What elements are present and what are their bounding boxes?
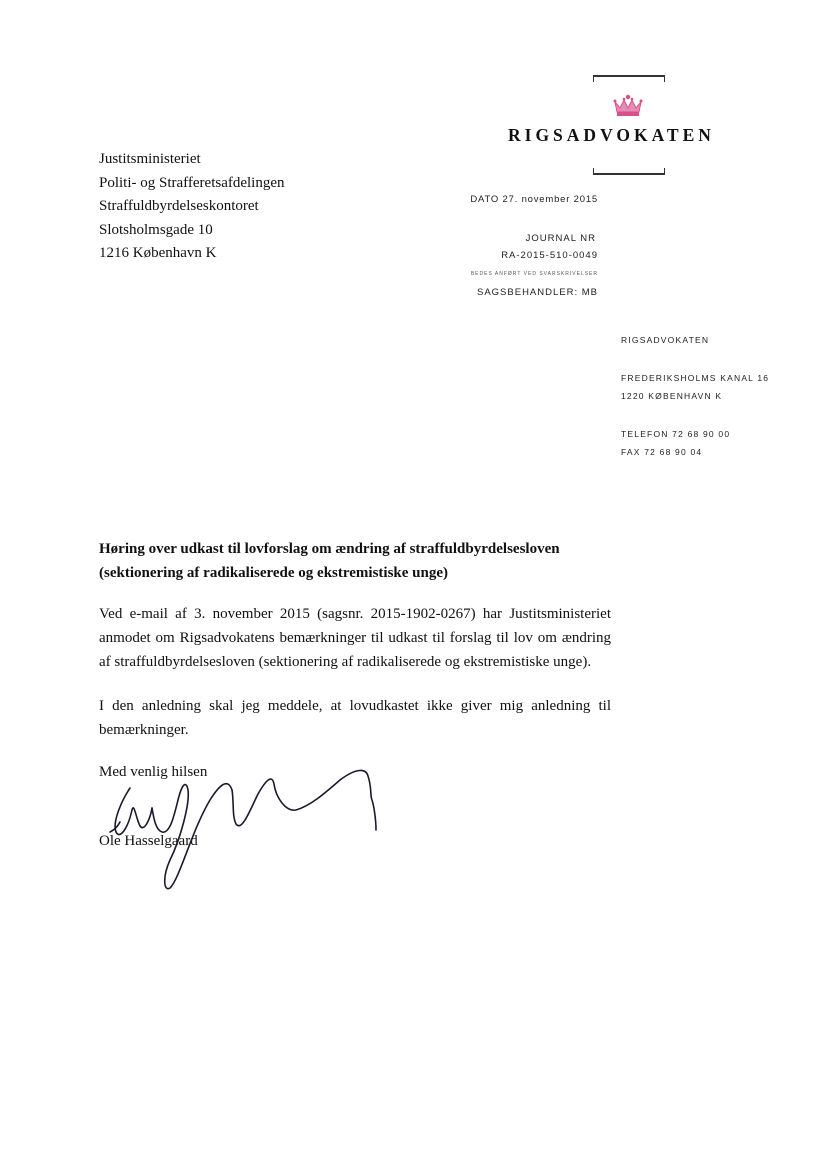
handwritten-signature xyxy=(100,760,410,900)
journal-number: RA-2015-510-0049 xyxy=(501,250,598,261)
brand-name: RIGSADVOKATEN xyxy=(508,125,715,145)
recipient-line: Slotsholmsgade 10 xyxy=(99,221,213,238)
letter-date: DATO 27. november 2015 xyxy=(470,194,598,205)
letter-subject: Høring over udkast til lovforslag om ændring af straffuldbyrdelsesloven (sektionering af radikaliserede og ekstremistiske unge) xyxy=(99,541,560,581)
closing-greeting: Med venlig hilsen xyxy=(99,764,208,780)
signer-name: Ole Hasselgaard xyxy=(99,833,198,849)
recipient-line: Justitsministeriet xyxy=(99,151,201,167)
sender-phone: TELEFON 72 68 90 00 xyxy=(621,429,731,439)
body-paragraph: I den anledning skal jeg meddele, at lovudkastet ikke giver mig anledning til bemærkninger. xyxy=(99,698,611,738)
journal-label: JOURNAL NR xyxy=(525,233,596,244)
recipient-line: Politi- og Strafferetsafdelingen xyxy=(99,174,285,191)
recipient-address xyxy=(99,148,285,266)
sender-fax: FAX 72 68 90 04 xyxy=(621,447,703,457)
sender-city: 1220 KØBENHAVN K xyxy=(621,391,723,401)
crown-icon xyxy=(612,94,644,118)
sender-name: RIGSADVOKATEN xyxy=(621,335,710,345)
recipient-line: 1216 København K xyxy=(99,245,217,261)
reply-note: BEDES ANFØRT VED SVARSKRIVELSER xyxy=(470,271,598,277)
sender-street: FREDERIKSHOLMS KANAL 16 xyxy=(621,373,770,383)
logo-frame-top xyxy=(593,75,665,77)
case-handler: SAGSBEHANDLER: MB xyxy=(477,287,598,298)
recipient-line: Straffuldbyrdelseskontoret xyxy=(99,198,259,214)
body-paragraph: Ved e-mail af 3. november 2015 (sagsnr. 2015-1902-0267) har Justitsministeriet anmodet om Rigsadvokatens bemærkninger til udkast til forslag til lov om ændring af straffuldbyrdelsesloven (sektionering af radikaliserede og ekstremistiske unge). xyxy=(99,606,611,670)
logo-frame-bottom xyxy=(593,173,665,175)
